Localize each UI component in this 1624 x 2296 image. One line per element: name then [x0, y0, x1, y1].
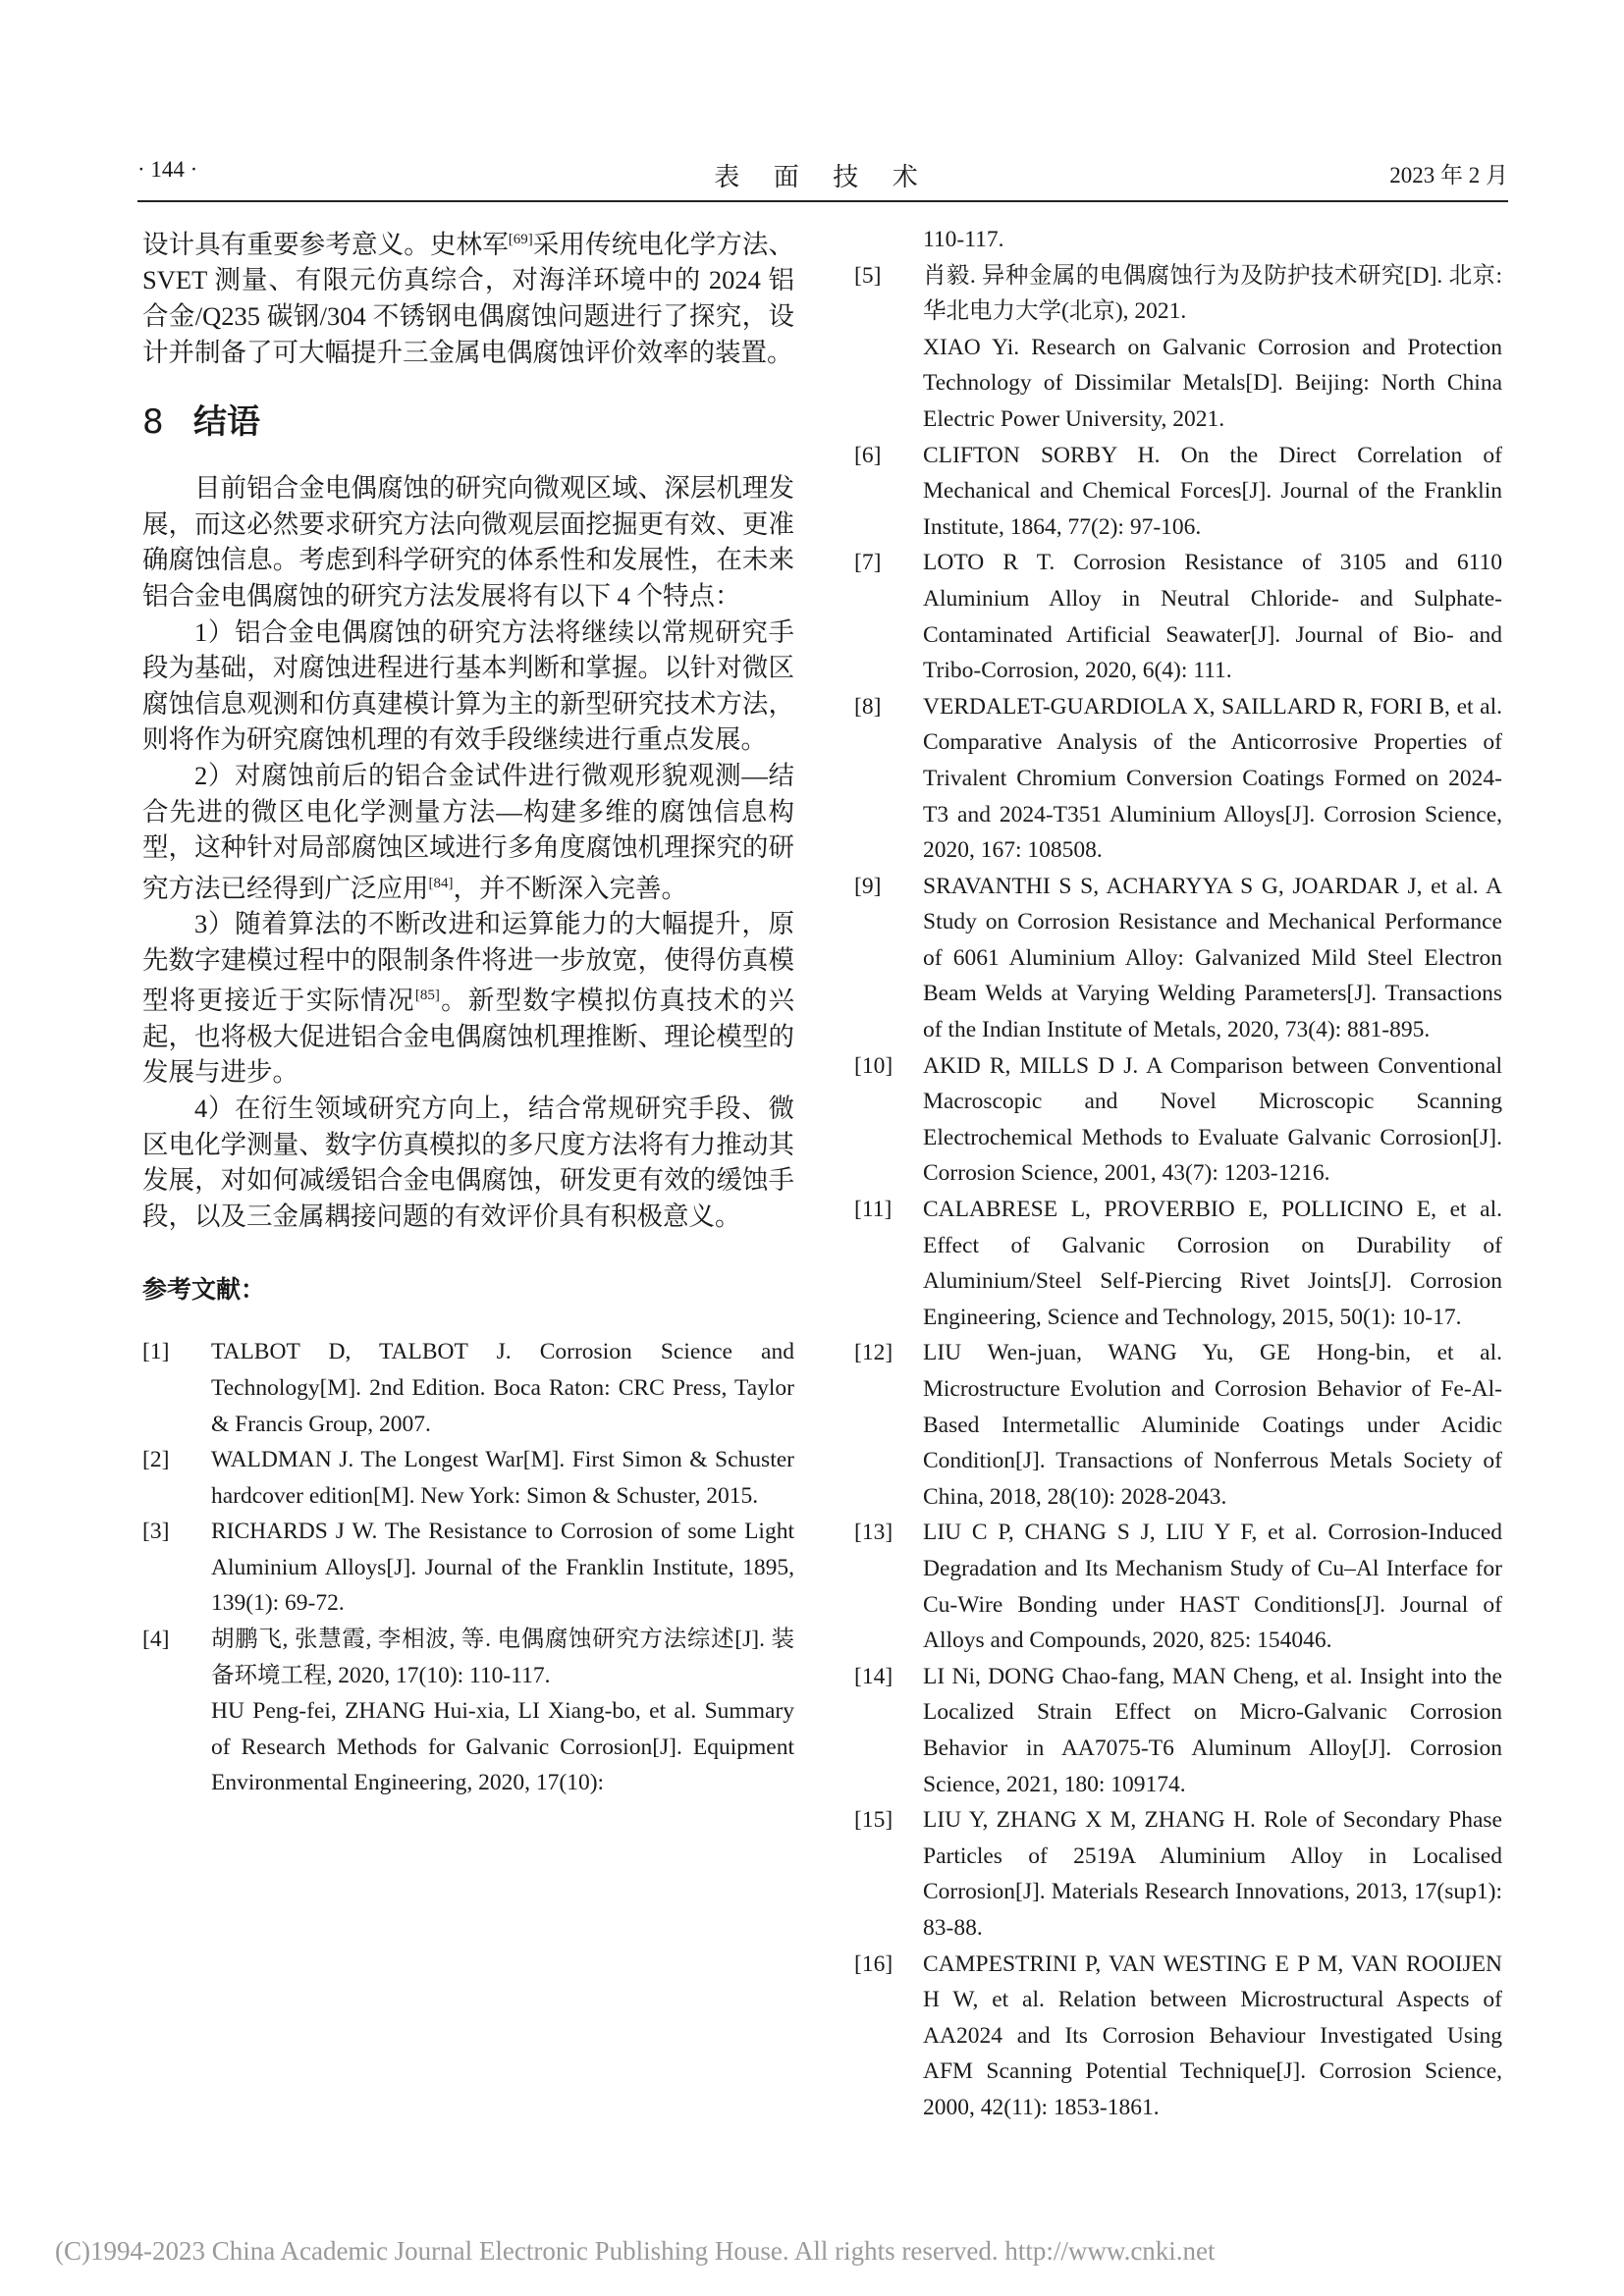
reference-text: AKID R, MILLS D J. A Comparison between Conventional Macroscopic and Novel Microscopic Scanning Electrochemical Methods to Evaluate Galvanic Corrosion[J]. Corrosion Science, 2001, 43(7): 1203-1216.: [923, 1052, 1502, 1187]
reference-text: CLIFTON SORBY H. On the Direct Correlation of Mechanical and Chemical Forces[J]. Journal of the Franklin Institute, 1864, 77(2): 97-106.: [923, 442, 1502, 540]
reference-text: LIU C P, CHANG S J, LIU Y F, et al. Corrosion-Induced Degradation and Its Mechanism Study of Cu–Al Interface for Cu-Wire Bonding under HAST Conditions[J]. Journal of Alloys and Compounds, 2020, 825: 154046.: [923, 1520, 1502, 1654]
reference-number: [10]: [854, 1052, 893, 1079]
copyright-footer: (C)1994-2023 China Academic Journal Electronic Publishing House. All rights reserved. http://www.cnki.net: [55, 2236, 1216, 2266]
reference-number: [12]: [854, 1340, 893, 1366]
reference-item: [854, 689, 1502, 869]
reference-text: SRAVANTHI S S, ACHARYYA S G, JOARDAR J, et al. A Study on Corrosion Resistance and Mechanical Performance of 6061 Aluminium Alloy: Galvanized Mild Steel Electron Beam Welds at Varying Welding Parameters[J]. Transactions of the Indian Institute of Metals, 2020, 73(4): 881-895.: [923, 873, 1502, 1043]
conclusion-paragraph-3: 2）对腐蚀前后的铝合金试件进行微观形貌观测—结合先进的微区电化学测量方法—构建多维的腐蚀信息构型，这种针对局部腐蚀区域进行多角度腐蚀机理探究的研究方法已经得到广泛应用[84]，并不断深入完善。: [142, 760, 794, 903]
reference-text: CALABRESE L, PROVERBIO E, POLLICINO E, et al. Effect of Galvanic Corrosion on Durability of Aluminium/Steel Self-Piercing Rivet Joints[J]. Corrosion Engineering, Science and Technology, 2015, 50(1): 10-17.: [923, 1197, 1502, 1330]
reference-item: [142, 1334, 794, 1442]
reference-item: [854, 1515, 1502, 1658]
section-heading: [142, 400, 794, 445]
reference-item: [854, 438, 1502, 546]
reference-continuation: 110-117.: [923, 227, 1004, 252]
reference-text: CAMPESTRINI P, VAN WESTING E P M, VAN ROOIJEN H W, et al. Relation between Microstructural Aspects of AA2024 and Its Corrosion Behaviour Investigated Using AFM Scanning Potential Technique[J]. Corrosion Science, 2000, 42(11): 1853-1861.: [923, 1950, 1502, 2120]
reference-item: [854, 1048, 1502, 1192]
reference-number: [8]: [854, 693, 882, 720]
journal-title: 表 面 技 术: [714, 163, 932, 191]
reference-text: LIU Y, ZHANG X M, ZHANG H. Role of Secondary Phase Particles of 2519A Aluminium Alloy in Localised Corrosion[J]. Materials Research Innovations, 2013, 17(sup1): 83-88.: [923, 1807, 1502, 1941]
reference-number: [11]: [854, 1197, 893, 1223]
citation[interactable]: [69]: [508, 232, 533, 247]
header-rule: [137, 200, 1508, 202]
citation[interactable]: [84]: [428, 875, 454, 891]
reference-item: [854, 1192, 1502, 1335]
reference-number: [15]: [854, 1807, 893, 1834]
reference-text: TALBOT D, TALBOT J. Corrosion Science and Technology[M]. 2nd Edition. Boca Raton: CRC Press, Taylor & Francis Group, 2007.: [211, 1339, 794, 1437]
reference-number: [6]: [854, 442, 882, 468]
reference-number: [9]: [854, 873, 882, 899]
reference-text: 肖毅. 异种金属的电偶腐蚀行为及防护技术研究[D]. 北京: 华北电力大学(北京), 2021. XIAO Yi. Research on Galvanic Corrosion and Protection Technology of Dissimilar Metals[D]. Beijing: North China Electric Power University, 2021.: [923, 262, 1502, 432]
reference-item: [854, 1659, 1502, 1802]
conclusion-paragraph-2: 1）铝合金电偶腐蚀的研究方法将继续以常规研究手段为基础，对腐蚀进程进行基本判断和掌握。以针对微区腐蚀信息观测和仿真建模计算为主的新型研究技术方法，则将作为研究腐蚀机理的有效手段继续进行重点发展。: [142, 616, 794, 755]
reference-number: [1]: [142, 1339, 170, 1365]
conclusion-paragraph-1: 目前铝合金电偶腐蚀的研究向微观区域、深层机理发展，而这必然要求研究方法向微观层面挖掘更有效、更准确腐蚀信息。考虑到科学研究的体系性和发展性，在未来铝合金电偶腐蚀的研究方法发展将有以下 4 个特点：: [142, 473, 794, 611]
reference-number: [14]: [854, 1663, 893, 1689]
reference-text: WALDMAN J. The Longest War[M]. First Simon & Schuster hardcover edition[M]. New York: Simon & Schuster, 2015.: [211, 1447, 794, 1509]
reference-text: LOTO R T. Corrosion Resistance of 3105 and 6110 Aluminium Alloy in Neutral Chloride- and Sulphate-Contaminated Artificial Seawater[J]. Journal of Bio- and Tribo-Corrosion, 2020, 6(4): 111.: [923, 550, 1502, 684]
reference-item: [142, 1622, 794, 1801]
conclusion-paragraph-4: 3）随着算法的不断改进和运算能力的大幅提升，原先数字建模过程中的限制条件将进一步放宽，使得仿真模型将更接近于实际情况[85]。新型数字模拟仿真技术的兴起，也将极大促进铝合金电偶腐蚀机理推断、理论模型的发展与进步。: [142, 909, 795, 1088]
issue-date: 2023 年 2 月: [1389, 163, 1508, 187]
reference-number: [2]: [142, 1447, 170, 1473]
reference-text: RICHARDS J W. The Resistance to Corrosion of some Light Aluminium Alloys[J]. Journal of the Franklin Institute, 1895, 139(1): 69-72.: [211, 1519, 794, 1617]
reference-item: [854, 545, 1502, 688]
reference-text: 胡鹏飞, 张慧霞, 李相波, 等. 电偶腐蚀研究方法综述[J]. 装备环境工程, 2020, 17(10): 110-117. HU Peng-fei, ZHANG Hui-xia, LI Xiang-bo, et al. Summary of Research Methods for Galvanic Corrosion[J]. Equipment Environmental Engineering, 2020, 17(10):: [211, 1627, 794, 1796]
intro-paragraph: 设计具有重要参考意义。史林军[69]采用传统电化学方法、SVET 测量、有限元仿真综合，对海洋环境中的 2024 铝合金/Q235 碳钢/304 不锈钢电偶腐蚀问题进行了探究，设计并制备了可大幅提升三金属电偶腐蚀评价效率的装置。: [142, 229, 794, 367]
citation[interactable]: [85]: [414, 988, 440, 1004]
reference-item: [854, 869, 1502, 1048]
reference-item: [142, 1442, 794, 1514]
section-title: 结语: [193, 402, 260, 443]
reference-item: [142, 1514, 794, 1622]
reference-text: VERDALET-GUARDIOLA X, SAILLARD R, FORI B, et al. Comparative Analysis of the Anticorrosive Properties of Trivalent Chromium Conversion Coatings Formed on 2024-T3 and 2024-T351 Aluminium Alloys[J]. Corrosion Science, 2020, 167: 108508.: [923, 693, 1502, 864]
section-number: 8: [142, 402, 164, 443]
reference-number: [7]: [854, 550, 882, 576]
conclusion-paragraph-5: 4）在衍生领域研究方向上，结合常规研究手段、微区电化学测量、数字仿真模拟的多尺度方法将有力推动其发展，对如何减缓铝合金电偶腐蚀，研发更有效的缓蚀手段，以及三金属耦接问题的有效评价具有积极意义。: [142, 1093, 794, 1231]
reference-number: [3]: [142, 1519, 170, 1545]
reference-list-right: [854, 258, 1502, 2126]
reference-text: LI Ni, DONG Chao-fang, MAN Cheng, et al. Insight into the Localized Strain Effect on Micro-Galvanic Corrosion Behavior in AA7075-T6 Aluminum Alloy[J]. Corrosion Science, 2021, 180: 109174.: [923, 1663, 1502, 1797]
reference-item: [854, 1947, 1502, 2126]
page-number: · 144 ·: [137, 157, 198, 182]
reference-number: [4]: [142, 1627, 170, 1653]
right-column: [854, 222, 1502, 2125]
reference-item: [854, 258, 1502, 438]
reference-item: [854, 1802, 1502, 1946]
left-column: [142, 222, 794, 1801]
page-header: [137, 157, 1508, 196]
reference-number: [13]: [854, 1520, 893, 1546]
reference-text: LIU Wen-juan, WANG Yu, GE Hong-bin, et al. Microstructure Evolution and Corrosion Behavior of Fe-Al-Based Intermetallic Aluminide Coatings under Acidic Condition[J]. Transactions of Nonferrous Metals Society of China, 2018, 28(10): 2028-2043.: [923, 1340, 1502, 1510]
reference-number: [16]: [854, 1950, 893, 1977]
reference-item: [854, 1335, 1502, 1515]
reference-number: [5]: [854, 262, 882, 289]
reference-list-left: [142, 1334, 794, 1801]
references-heading: 参考文献：: [142, 1275, 266, 1305]
